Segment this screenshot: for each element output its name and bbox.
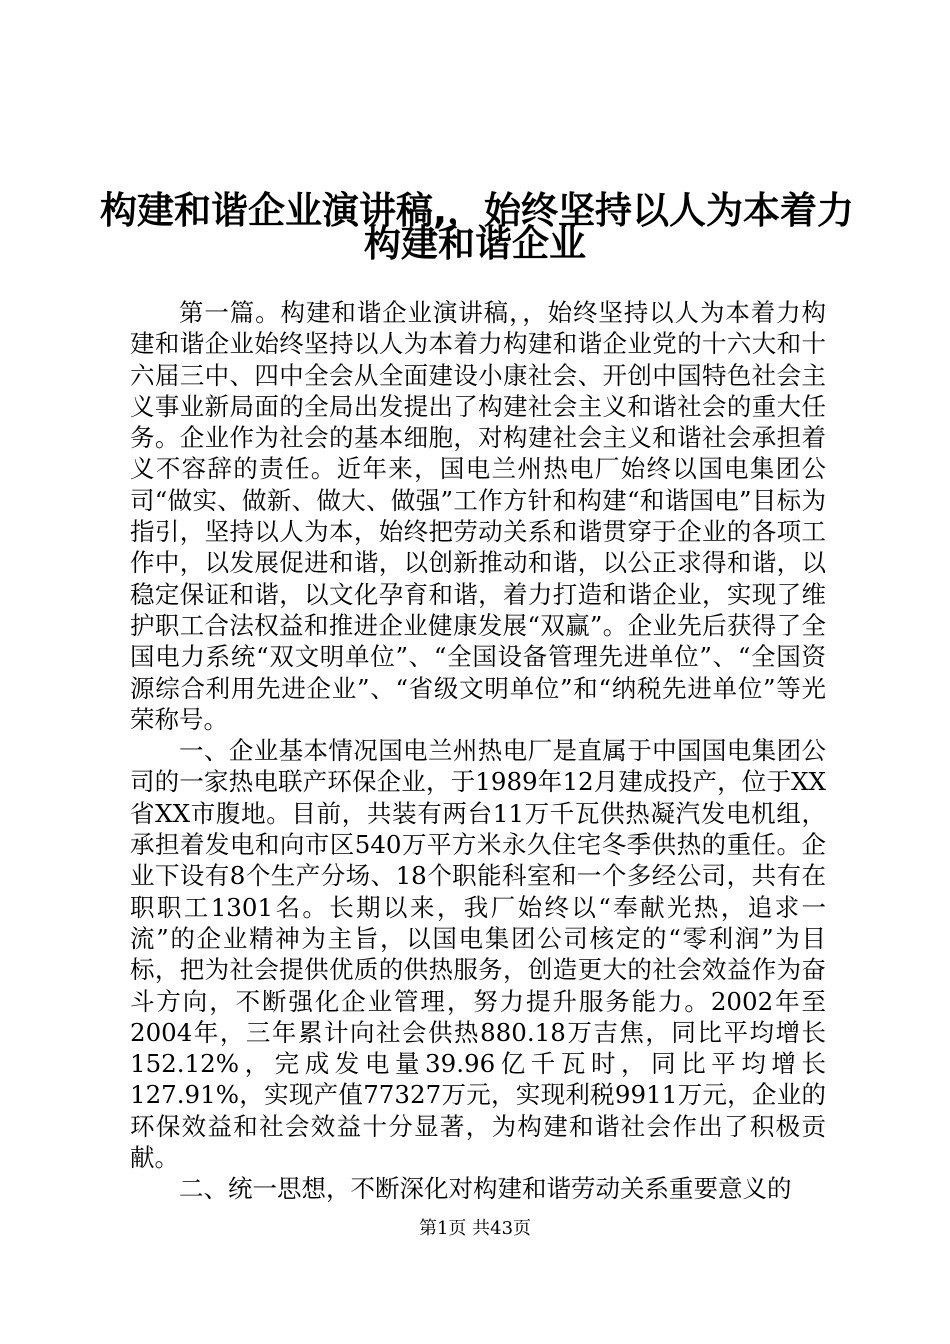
paragraph-3: 二、统一思想，不断深化对构建和谐劳动关系重要意义的 xyxy=(179,1174,792,1204)
document-body xyxy=(130,297,826,1205)
document-title-line-2: 构建和谐企业 xyxy=(364,222,586,265)
page-number-footer: 第1页 共43页 xyxy=(418,1218,532,1239)
document-title-line-1: 构建和谐企业演讲稿,，始终坚持以人为本着力 xyxy=(100,189,855,232)
paragraph-1: 第一篇。构建和谐企业演讲稿，，始终坚持以人为本着力构建和谐企业始终坚持以人为本着力构建和谐企业党的十六大和十六届三中、四中全会从全面建设小康社会、开创中国特色社会主义事业新局面的全局出发提出了构建社会主义和谐社会的重大任务。企业作为社会的基本细胞，对构建社会主义和谐社会承担着义不容辞的责任。近年来，国电兰州热电厂始终以国电集团公司“做实、做新、做大、做强”工作方针和构建“和谐国电”目标为指引，坚持以人为本，始终把劳动关系和谐贯穿于企业的各项工作中，以发展促进和谐，以创新推动和谐，以公正求得和谐，以稳定保证和谐，以文化孕育和谐，着力打造和谐企业，实现了维护职工合法权益和推进企业健康发展“双赢”。企业先后获得了全国电力系统“双文明单位”、“全国设备管理先进单位”、“全国资源综合利用先进企业”、“省级文明单位”和“纳税先进单位”等光荣称号。 xyxy=(130,298,826,734)
paragraph-2: 一、企业基本情况国电兰州热电厂是直属于中国国电集团公司的一家热电联产环保企业，于1989年12月建成投产，位于XX省XX市腹地。目前，共装有两台11万千瓦供热凝汽发电机组，承担着发电和向市区540万平方米永久住宅冬季供热的重任。企业下设有8个生产分场、18个职能科室和一个多经公司，共有在职职工1301名。长期以来，我厂始终以“奉献光热，追求一流”的企业精神为主旨，以国电集团公司核定的“零利润”为目标，把为社会提供优质的供热服务，创造更大的社会效益作为奋斗方向，不断强化企业管理，努力提升服务能力。2002年至2004年，三年累计向社会供热880.18万吉焦，同比平均增长152.12%，完成发电量39.96亿千瓦时，同比平均增长127.91%，实现产值77327万元，实现利税9911万元，企业的环保效益和社会效益十分显著，为构建和谐社会作出了积极贡献。 xyxy=(130,736,826,1173)
